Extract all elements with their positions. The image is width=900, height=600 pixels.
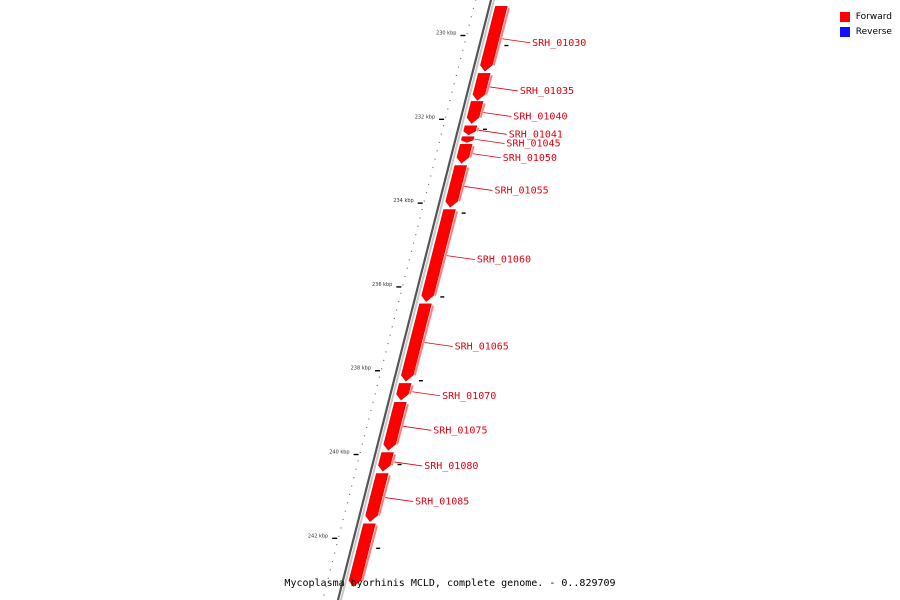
tick-label: 234 kbp bbox=[393, 198, 414, 205]
legend-forward-label: Forward bbox=[855, 11, 892, 22]
gene-label: SRH_01070 bbox=[442, 390, 497, 402]
tick-label: 240 kbp bbox=[329, 449, 350, 456]
forward-swatch bbox=[840, 12, 850, 22]
backbone-line bbox=[335, 0, 493, 600]
gene-label: SRH_01075 bbox=[433, 425, 488, 437]
strand-legend bbox=[840, 9, 892, 39]
legend-reverse bbox=[840, 24, 892, 39]
gene-leader-line bbox=[403, 426, 431, 430]
gene-highlight bbox=[475, 139, 476, 141]
tick-label: 230 kbp bbox=[436, 30, 457, 37]
gene-label: SRH_01041 bbox=[508, 129, 563, 141]
legend-reverse-label: Reverse bbox=[855, 26, 892, 37]
gene-label: SRH_01030 bbox=[532, 37, 587, 49]
backbone-shadow bbox=[338, 0, 496, 600]
gene-leader-line bbox=[412, 392, 440, 396]
gene-label: SRH_01050 bbox=[502, 152, 557, 164]
gene-leader-line bbox=[490, 87, 518, 91]
gene-arrow[interactable] bbox=[457, 144, 472, 163]
gene-leader-line bbox=[385, 498, 413, 502]
gene-leader-line bbox=[502, 39, 530, 43]
genome-caption: Mycoplasma hyorhinis MCLD, complete genome. - 0..829709 bbox=[284, 578, 616, 589]
legend-forward bbox=[840, 9, 892, 24]
gene-arrow[interactable] bbox=[464, 126, 477, 135]
gene-highlight bbox=[477, 128, 478, 132]
genome-backbone bbox=[335, 0, 496, 600]
gene-leader-line bbox=[473, 154, 501, 158]
gene-leader-line bbox=[479, 130, 507, 134]
gene-label: SRH_01085 bbox=[415, 496, 470, 508]
gene-arrow[interactable] bbox=[467, 101, 483, 123]
gene-leader-line bbox=[464, 186, 492, 190]
tick-label: 238 kbp bbox=[350, 365, 371, 372]
gene-label: SRH_01035 bbox=[519, 85, 575, 97]
gene-leader-line bbox=[447, 256, 475, 260]
gene-label: SRH_01040 bbox=[513, 111, 568, 123]
gene-label: SRH_01055 bbox=[494, 185, 549, 197]
gene-label: SRH_01080 bbox=[424, 460, 479, 472]
tick-label: 232 kbp bbox=[414, 114, 436, 121]
gene-arrow[interactable] bbox=[461, 137, 474, 143]
gene-arrow[interactable] bbox=[378, 453, 393, 472]
tick-label: 236 kbp bbox=[371, 281, 393, 288]
gene-leader-line bbox=[476, 140, 504, 144]
gene-label: SRH_01045 bbox=[506, 138, 561, 150]
gene-label: SRH_01065 bbox=[454, 341, 509, 353]
reverse-swatch bbox=[840, 27, 850, 37]
gene-label: SRH_01060 bbox=[476, 254, 532, 266]
gene-leader-line bbox=[483, 113, 511, 117]
tick-label: 242 kbp bbox=[307, 533, 329, 540]
gene-leader-line bbox=[425, 343, 453, 347]
gene-labels bbox=[385, 38, 586, 508]
gene-arrow[interactable] bbox=[396, 383, 411, 400]
